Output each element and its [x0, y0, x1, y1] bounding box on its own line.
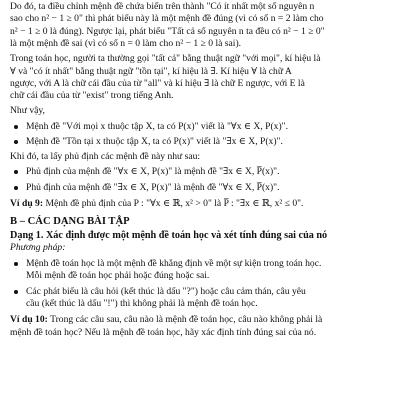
text-line: Do đó, ta điều chỉnh mệnh đề chứa biến trên thành "Có ít nhất một số nguyên n: [10, 1, 315, 12]
bullet-text: [26, 286, 392, 311]
bullet-text: Phủ định của mệnh đề "∀x ∈ X, P(x)" là mệnh đề "∃x ∈ X, P̅(x)".: [26, 166, 280, 178]
paragraph-nhu-vay: Như vậy,: [10, 105, 45, 117]
bullet-negation-exists: [10, 182, 392, 194]
text-line: Trong toán học, người ta thường gọi "tất cả" bằng thuật ngữ "với mọi", kí hiệu là: [10, 53, 321, 65]
bullet-dot-icon: [14, 186, 18, 190]
example-label: Ví dụ 9:: [10, 198, 44, 210]
bullet-negation-forall: [10, 166, 392, 178]
text-line: ∀ và "có ít nhất" bằng thuật ngữ "tồn tại", kí hiệu là ∃. Kí hiệu ∀ là chữ A: [10, 65, 292, 77]
bullet-text: Mệnh đề "Tồn tại x thuộc tập X, ta có P(x)" viết là "∃x ∈ X, P(x)".: [26, 136, 283, 148]
bullet-text: Mệnh đề "Với mọi x thuộc tập X, ta có P(x)" viết là "∀x ∈ X, P(x)".: [26, 120, 288, 132]
bullet-dot-icon: [14, 290, 18, 294]
example-label: Ví dụ 10:: [10, 314, 48, 326]
bullet-dot-icon: [14, 262, 18, 266]
paragraph-quantifier-example: [10, 1, 392, 51]
bullet-exists: [10, 136, 392, 148]
text-line: ngược, với A là chữ cái đầu của từ "all" và kí hiệu ∃ là chữ E ngược, với E là: [10, 77, 305, 89]
bullet-dot-icon: [14, 125, 18, 129]
text-line: Mệnh đề toán học là một mệnh đề khẳng định về một sự kiện trong toán học.: [26, 257, 322, 269]
bullet-dot-icon: [14, 170, 18, 174]
text-line: n² − 1 ≥ 0 là đúng). Ngược lại, phát biểu "Tất cả số nguyên n ta đều có n² − 1 ≥ 0": [10, 25, 325, 37]
text-line: cầu (kết thúc là dấu "!") thì không phải là mệnh đề toán học.: [26, 298, 258, 310]
text-line: là một mệnh đề sai (vì có số n = 0 làm cho n² − 1 ≥ 0 là sai).: [10, 38, 242, 50]
bullet-text: [26, 258, 392, 283]
text-line: Các phát biểu là câu hỏi (kết thúc là dấu "?") hoặc câu cảm thán, câu yêu: [26, 285, 306, 297]
method-label: Phương pháp:: [10, 242, 66, 254]
dang-1-title: Dạng 1. Xác định được một mệnh đề toán học và xét tính đúng sai của nó: [10, 230, 328, 241]
bullet-text: Phủ định của mệnh đề "∃x ∈ X, P(x)" là mệnh đề "∀x ∈ X, P̅(x)".: [26, 181, 280, 193]
example-10: [10, 314, 392, 339]
bullet-forall: [10, 121, 392, 133]
section-title: B – CÁC DẠNG BÀI TẬP: [10, 215, 130, 227]
bullet-dot-icon: [14, 140, 18, 144]
text-line: sao cho n² − 1 ≥ 0" thì phát biểu này là một mệnh đề đúng (vì có số n = 2 làm cho: [10, 13, 324, 25]
example-9: [10, 198, 392, 210]
bullet-method-2: [10, 286, 392, 311]
paragraph-quantifier-symbols: [10, 53, 392, 103]
bullet-method-1: [10, 258, 392, 283]
text-line: Mỗi mệnh đề toán học phải hoặc đúng hoặc sai.: [26, 270, 210, 282]
example-text: Mệnh đề phủ định của P : "∀x ∈ ℝ, x² > 0" là P̅ : "∃x ∈ ℝ, x² ≤ 0".: [43, 198, 304, 210]
paragraph-negation-intro: Khi đó, ta lấy phủ định các mệnh đề này như sau:: [10, 150, 201, 162]
text-line: Trong các câu sau, câu nào là mệnh đề toán học, câu nào không phải là: [47, 314, 323, 326]
text-line: mệnh đề toán học? Nếu là mệnh đề toán học, hãy xác định tính đúng sai của nó.: [10, 326, 317, 338]
text-line: chữ cái đầu của từ "exist" trong tiếng Anh.: [10, 90, 174, 102]
